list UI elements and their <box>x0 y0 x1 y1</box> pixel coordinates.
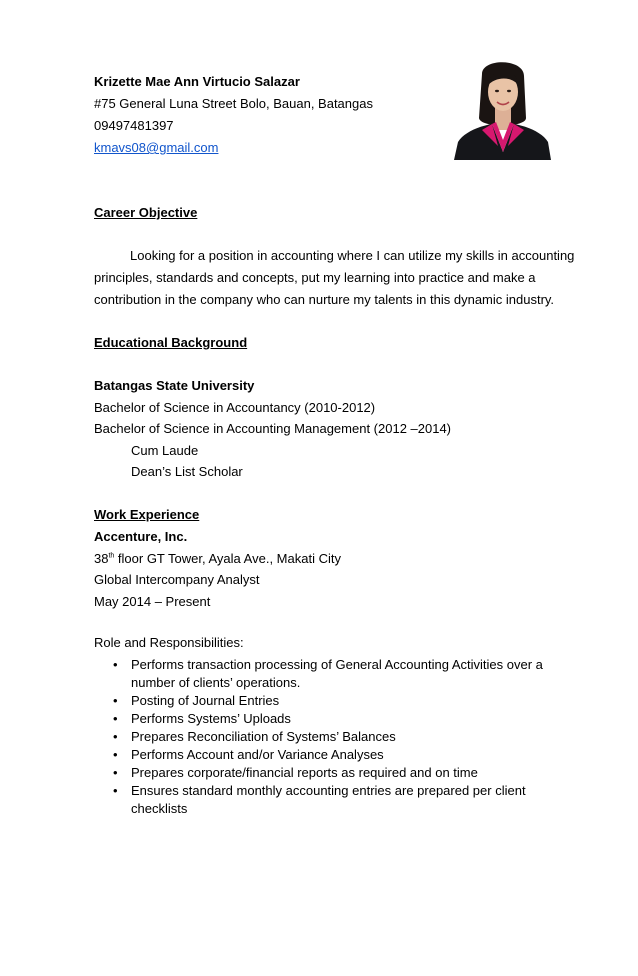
responsibility-text: Performs Account and/or Variance Analyses <box>131 747 384 762</box>
bullet-icon: • <box>113 693 118 708</box>
school-name: Batangas State University <box>94 378 255 393</box>
responsibility-text: Performs transaction processing of General Accounting Activities over a number of clients’ operations. <box>131 657 543 690</box>
applicant-phone: 09497481397 <box>94 118 174 133</box>
responsibility-text: Prepares corporate/financial reports as required and on time <box>131 765 478 780</box>
bullet-icon: • <box>113 657 118 672</box>
honor-2: Dean’s List Scholar <box>131 464 243 479</box>
job-position: Global Intercompany Analyst <box>94 572 260 587</box>
address-ordinal: th <box>108 552 115 560</box>
bullet-icon: • <box>113 729 118 744</box>
bullet-icon: • <box>113 747 118 762</box>
list-item <box>113 782 543 818</box>
list-item <box>113 764 543 782</box>
responsibility-text: Performs Systems’ Uploads <box>131 711 291 726</box>
objective-line-2: principles, standards and concepts, put my learning into practice and make a <box>94 270 536 285</box>
list-item <box>113 728 543 746</box>
degree-2: Bachelor of Science in Accounting Management (2012 –2014) <box>94 421 452 436</box>
list-item <box>113 710 543 728</box>
list-item <box>113 656 543 692</box>
responsibility-text: Posting of Journal Entries <box>131 693 280 708</box>
profile-photo <box>452 56 552 160</box>
bullet-icon: • <box>113 711 118 726</box>
applicant-name: Krizette Mae Ann Virtucio Salazar <box>94 74 300 89</box>
objective-line-3: contribution in the company who can nurture my talents in this dynamic industry. <box>94 292 555 307</box>
objective-line-1: Looking for a position in accounting where I can utilize my skills in accounting <box>130 248 575 263</box>
company-name: Accenture, Inc. <box>94 529 188 544</box>
bullet-icon: • <box>113 783 118 798</box>
career-objective-heading: Career Objective <box>94 205 198 220</box>
applicant-address: #75 General Luna Street Bolo, Bauan, Batangas <box>94 96 373 111</box>
job-dates: May 2014 – Present <box>94 594 211 609</box>
responsibility-text: Prepares Reconciliation of Systems’ Balances <box>131 729 396 744</box>
address-rest: floor GT Tower, Ayala Ave., Makati City <box>114 551 341 566</box>
work-heading: Work Experience <box>94 507 200 522</box>
applicant-email-link[interactable]: kmavs08@gmail.com <box>94 140 219 155</box>
degree-1: Bachelor of Science in Accountancy (2010-2012) <box>94 400 376 415</box>
bullet-icon: • <box>113 765 118 780</box>
honor-1: Cum Laude <box>131 443 199 458</box>
responsibility-text: Ensures standard monthly accounting entries are prepared per client checklists <box>131 783 526 816</box>
education-heading: Educational Background <box>94 335 248 350</box>
list-item <box>113 746 543 764</box>
list-item <box>113 692 543 710</box>
profile-photo-icon <box>452 56 552 160</box>
roles-heading: Role and Responsibilities: <box>94 635 244 650</box>
company-address <box>94 551 341 566</box>
responsibilities-list <box>113 656 543 818</box>
address-number: 38 <box>94 551 109 566</box>
